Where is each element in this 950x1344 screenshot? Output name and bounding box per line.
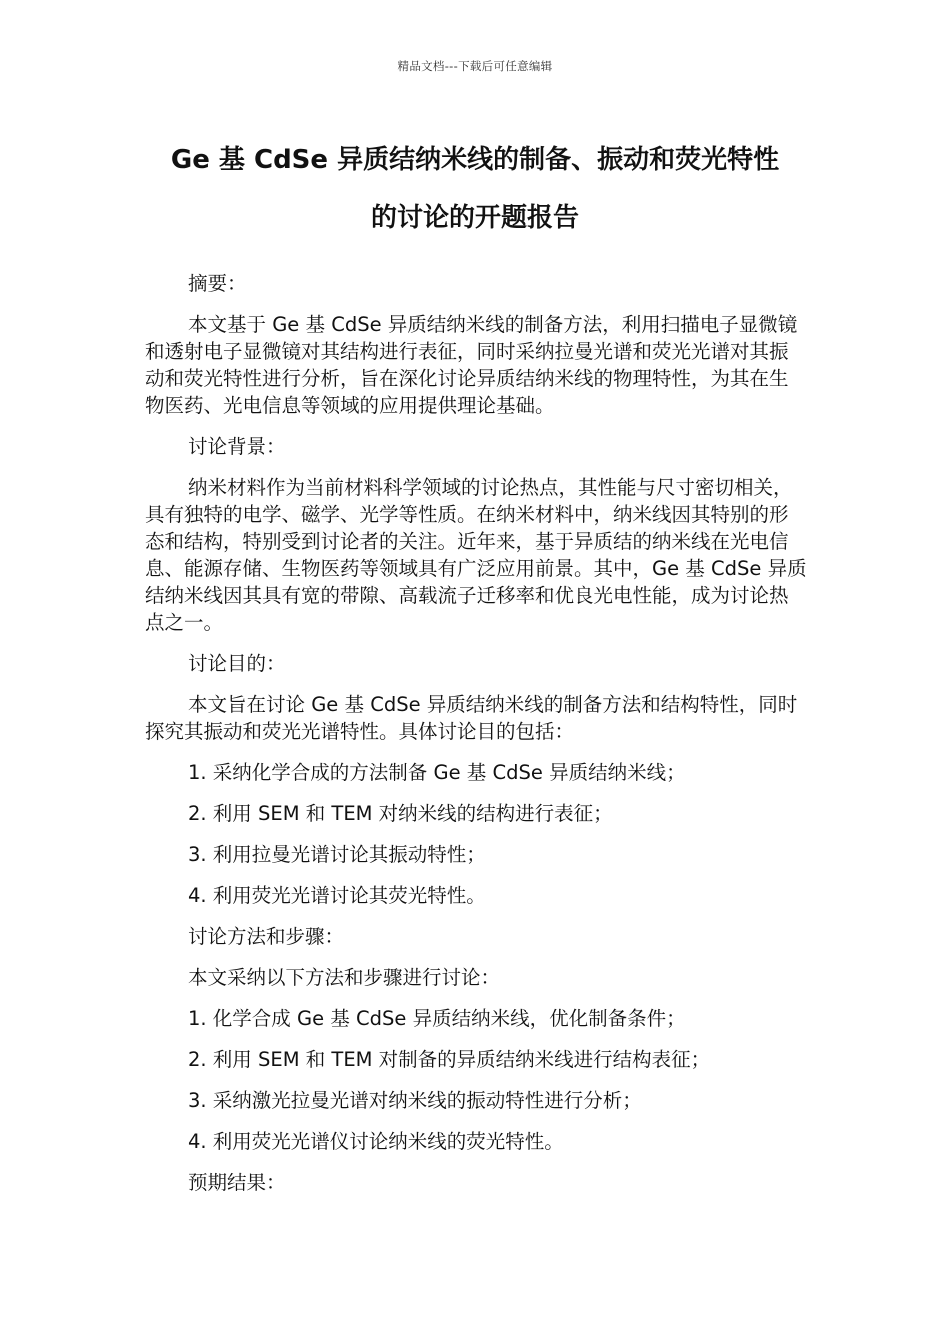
objectives-paragraph: 本文旨在讨论 Ge 基 CdSe 异质结纳米线的制备方法和结构特性，同时探究其振动和荧光光谱特性。具体讨论目的包括： bbox=[145, 693, 798, 743]
abstract-heading: 摘要： bbox=[188, 272, 247, 295]
objective-item-4: 4. 利用荧光光谱讨论其荧光特性。 bbox=[188, 884, 486, 907]
background-paragraph: 纳米材料作为当前材料科学领域的讨论热点，其性能与尺寸密切相关，具有独特的电学、磁学、光学等性质。在纳米材料中，纳米线因其特别的形态和结构，特别受到讨论者的关注。近年来，基于异质结的纳米线在光电信息、能源存储、生物医药等领域具有广泛应用前景。其中，Ge 基 CdSe 异质结纳米线因其具有宽的带隙、高载流子迁移率和优良光电性能，成为讨论热点之一。 bbox=[145, 476, 807, 634]
objectives-heading: 讨论目的： bbox=[188, 652, 286, 675]
methods-intro: 本文采纳以下方法和步骤进行讨论： bbox=[188, 966, 501, 989]
method-item-3: 3. 采纳激光拉曼光谱对纳米线的振动特性进行分析； bbox=[188, 1089, 642, 1112]
document-title bbox=[130, 131, 820, 247]
expected-results-heading: 预期结果： bbox=[188, 1171, 286, 1194]
title-line-1: Ge 基 CdSe 异质结纳米线的制备、振动和荧光特性 bbox=[170, 145, 780, 175]
method-item-1: 1. 化学合成 Ge 基 CdSe 异质结纳米线，优化制备条件； bbox=[188, 1007, 686, 1030]
objective-item-2: 2. 利用 SEM 和 TEM 对纳米线的结构进行表征； bbox=[188, 802, 613, 825]
background-heading: 讨论背景： bbox=[188, 435, 286, 458]
objective-item-1: 1. 采纳化学合成的方法制备 Ge 基 CdSe 异质结纳米线； bbox=[188, 761, 686, 784]
document-body bbox=[145, 270, 807, 1210]
method-item-4: 4. 利用荧光光谱仪讨论纳米线的荧光特性。 bbox=[188, 1130, 564, 1153]
abstract-paragraph: 本文基于 Ge 基 CdSe 异质结纳米线的制备方法，利用扫描电子显微镜和透射电子显微镜对其结构进行表征，同时采纳拉曼光谱和荧光光谱对其振动和荧光特性进行分析，旨在深化讨论异质结纳米线的物理特性，为其在生物医药、光电信息等领域的应用提供理论基础。 bbox=[145, 313, 798, 417]
header-note: 精品文档---下载后可任意编辑 bbox=[397, 59, 553, 73]
title-line-2: 的讨论的开题报告 bbox=[370, 203, 579, 233]
methods-heading: 讨论方法和步骤： bbox=[188, 925, 345, 948]
objective-item-3: 3. 利用拉曼光谱讨论其振动特性； bbox=[188, 843, 486, 866]
method-item-2: 2. 利用 SEM 和 TEM 对制备的异质结纳米线进行结构表征； bbox=[188, 1048, 711, 1071]
